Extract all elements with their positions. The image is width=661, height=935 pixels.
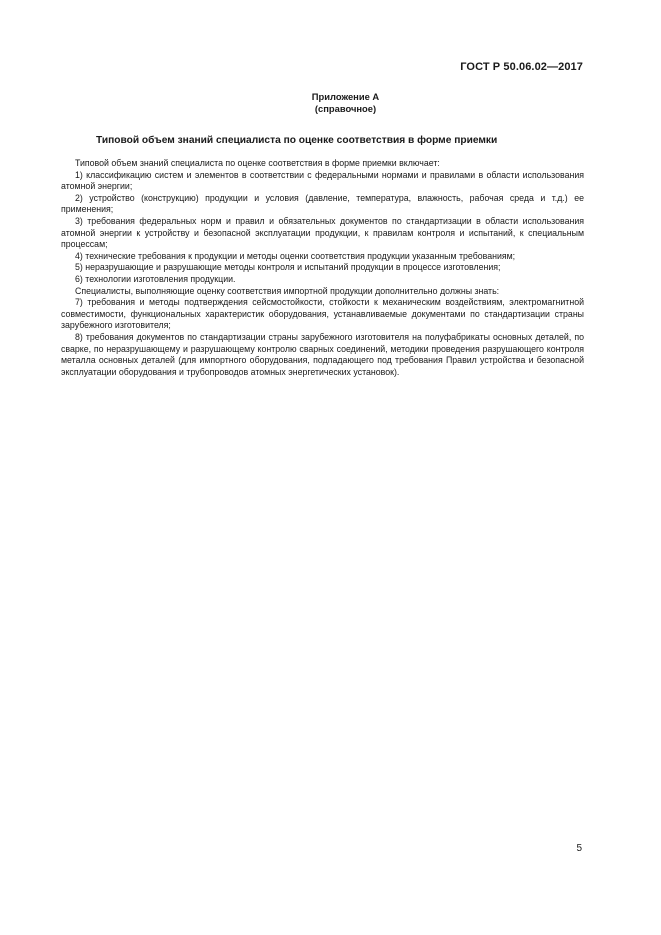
paragraph: 6) технологии изготовления продукции. (75, 273, 236, 284)
paragraph: 4) технические требования к продукции и методы оценки соответствия продукции указанным требованиям; (75, 250, 516, 261)
paragraph: 8) требования документов по стандартизации страны зарубежного изготовителя на полуфабрикаты основных деталей, по сварке, по неразрушающему и разрушающему контролю сварных соединений, методики проведения разрушающего контроля металла основных деталей (для импортного оборудования, подпадающего под требования Правил устройства и безопасной эксплуатации оборудования и трубопроводов атомных энергетических установок). (61, 331, 584, 377)
paragraph: 3) требования федеральных норм и правил и обязательных документов по стандартизации в области использования атомной энергии к устройству и безопасной эксплуатации продукции, к правилам контроля и испытаний, к специальным процессам; (61, 215, 584, 250)
appendix-heading (0, 91, 661, 115)
standard-number: ГОСТ Р 50.06.02—2017 (460, 61, 583, 73)
page-number: 5 (576, 843, 582, 854)
paragraph: 1) классификацию систем и элементов в соответствии с федеральными нормами и правилами в области использования атомной энергии; (61, 169, 584, 192)
body-text (61, 158, 584, 378)
section-title: Типовой объем знаний специалиста по оценке соответствия в форме приемки (96, 135, 498, 146)
paragraph: Типовой объем знаний специалиста по оценке соответствия в форме приемки включает: (75, 158, 440, 168)
appendix-title: Приложение А (311, 91, 380, 102)
paragraph: 2) устройство (конструкцию) продукции и условия (давление, температура, влажность, рабочая среда и т.д.) ее применения; (61, 192, 584, 215)
paragraph: 7) требования и методы подтверждения сейсмостойкости, стойкости к механическим воздействиям, электромагнитной совместимости, функциональных характеристик оборудования, устанавливаемые документами по стандартизации страны зарубежного изготовителя; (61, 297, 584, 331)
paragraph: 5) неразрушающие и разрушающие методы контроля и испытаний продукции в процессе изготовления; (75, 262, 501, 273)
appendix-subtitle: (справочное) (314, 103, 377, 114)
paragraph: Специалисты, выполняющие оценку соответствия импортной продукции дополнительно должны знать: (75, 285, 500, 296)
